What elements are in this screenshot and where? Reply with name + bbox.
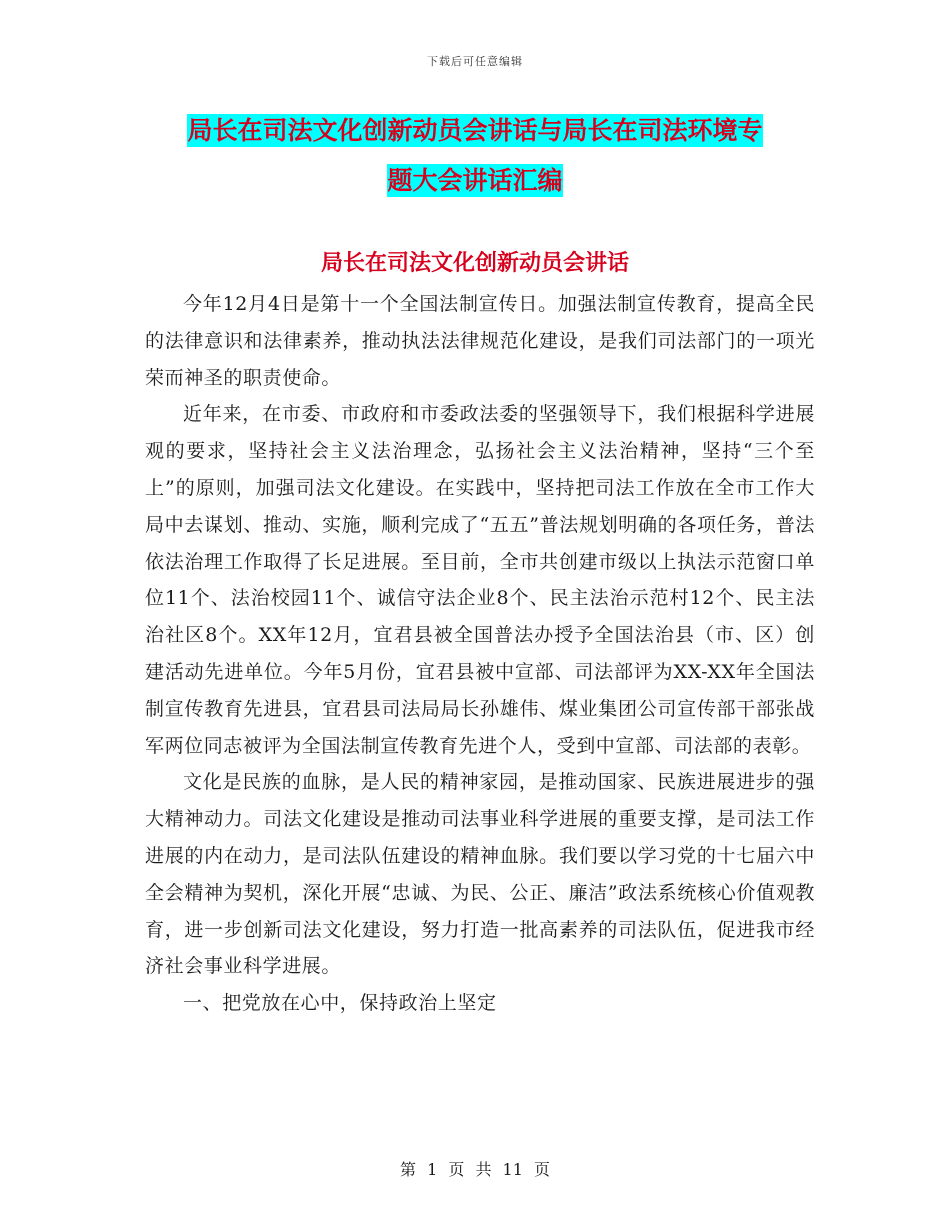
document-title-line-1: 局长在司法文化创新动员会讲话与局长在司法环境专 <box>187 116 763 145</box>
paragraph-1: 今年12月4日是第十一个全国法制宣传日。加强法制宣传教育，提高全民的法律意识和法律素养，推动执法法律规范化建设，是我们司法部门的一项光荣而神圣的职责使命。 <box>145 293 815 389</box>
section-title: 局长在司法文化创新动员会讲话 <box>320 251 629 276</box>
paragraph-2: 近年来，在市委、市政府和市委政法委的坚强领导下，我们根据科学进展观的要求，坚持社会主义法治理念，弘扬社会主义法治精神，坚持“三个至上”的原则，加强司法文化建设。在实践中，坚持把司法工作放在全市工作大局中去谋划、推动、实施，顺利完成了“五五”普法规划明确的各项任务，普法依法治理工作取得了长足进展。至目前，全市共创建市级以上执法示范窗口单位11个、法治校园11个、诚信守法企业8个、民主法治示范村12个、民主法治社区8个。XX年12月，宜君县被全国普法办授予全国法治县（市、区）创建活动先进单位。今年5月份，宜君县被中宣部、司法部评为XX-XX年全国法制宣传教育先进县，宜君县司法局局长孙雄伟、煤业集团公司宣传部干部张战军两位同志被评为全国法制宣传教育先进个人，受到中宣部、司法部的表彰。 <box>145 403 815 757</box>
document-title <box>150 106 800 206</box>
page-header-note: 下载后可任意编辑 <box>427 55 523 68</box>
page-footer: 第 1 页 共 11 页 <box>400 1160 550 1179</box>
paragraph-4-heading: 一、把党放在心中，保持政治上坚定 <box>183 992 497 1015</box>
document-body <box>145 286 815 1022</box>
paragraph-3: 文化是民族的血脉，是人民的精神家园，是推动国家、民族进展进步的强大精神动力。司法文化建设是推动司法事业科学进展的重要支撑，是司法工作进展的内在动力，是司法队伍建设的精神血脉。我们要以学习党的十七届六中全会精神为契机，深化开展“忠诚、为民、公正、廉洁”政法系统核心价值观教育，进一步创新司法文化建设，努力打造一批高素养的司法队伍，促进我市经济社会事业科学进展。 <box>145 771 815 978</box>
document-title-line-2: 题大会讲话汇编 <box>387 166 563 195</box>
